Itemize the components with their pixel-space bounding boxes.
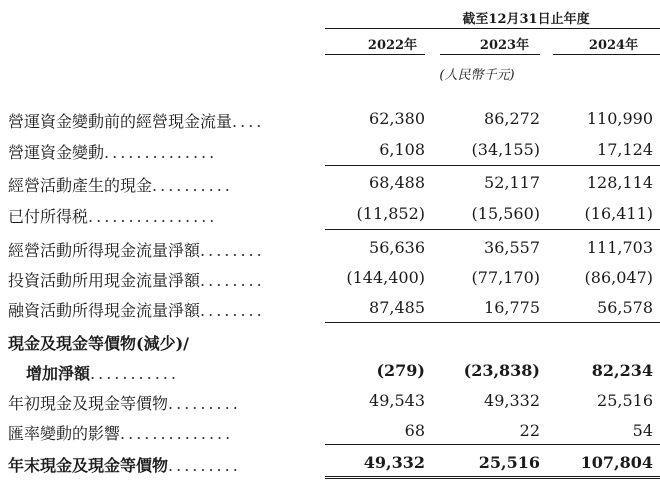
value-2024: 54: [632, 421, 653, 440]
value-2023: 25,516: [478, 453, 540, 472]
value-2022: 62,380: [369, 109, 425, 128]
period-heading: 截至12月31日止年度: [462, 12, 590, 27]
value-2022: 68,488: [369, 173, 425, 192]
row-label-wc-changes: 營運資金變動..............: [8, 143, 218, 162]
value-2023: (15,560): [471, 204, 540, 223]
total-top-rule: [325, 444, 660, 445]
value-2024: 111,703: [586, 238, 653, 257]
row-label-closing-cash: 年末現金及現金等價物.........: [8, 456, 241, 475]
value-2022: 6,108: [379, 140, 425, 159]
value-2023: 36,557: [484, 238, 540, 257]
row-label-cash-generated: 經營活動產生的現金..........: [8, 176, 233, 195]
row-label-income-tax-paid: 已付所得税................: [8, 207, 218, 226]
value-2023: 22: [519, 421, 540, 440]
value-2024: (16,411): [584, 204, 653, 223]
value-2024: 107,804: [580, 453, 653, 472]
value-2024: 25,516: [597, 391, 653, 410]
currency-unit: (人民幣千元): [439, 68, 515, 83]
value-2024: (86,047): [584, 268, 653, 287]
value-2024: 128,114: [586, 173, 653, 192]
value-2022: 49,543: [369, 391, 425, 410]
value-2022: (144,400): [346, 268, 425, 287]
row-label-net-investing-cf: 投資活動所用現金流量淨額........: [8, 271, 265, 290]
year-2022-header: 2022年: [367, 38, 418, 53]
period-underline: [325, 28, 660, 29]
value-2023: 49,332: [484, 391, 540, 410]
total-double-rule: [325, 476, 660, 479]
year-2022-underline: [325, 54, 425, 55]
value-2022: 56,636: [369, 238, 425, 257]
value-2023: (34,155): [471, 140, 540, 159]
value-2023: (23,838): [463, 361, 540, 380]
value-2022: 68: [404, 421, 425, 440]
value-2023: (77,170): [471, 268, 540, 287]
value-2023: 86,272: [484, 109, 540, 128]
row-label-net-change-line2: 增加淨額...........: [26, 364, 179, 383]
year-2024-underline: [553, 54, 660, 55]
row-label-fx-effect: 匯率變動的影響..............: [8, 424, 234, 443]
row-label-net-operating-cf: 經營活動所得現金流量淨額........: [8, 241, 265, 260]
subtotal-rule: [325, 165, 660, 166]
value-2024: 110,990: [586, 109, 653, 128]
value-2022: (279): [376, 361, 425, 380]
value-2022: (11,852): [356, 204, 425, 223]
subtotal-rule: [325, 322, 660, 323]
year-2023-header: 2023年: [479, 38, 530, 53]
row-label-net-change-line1: 現金及現金等價物(減少)/: [8, 334, 189, 353]
value-2023: 52,117: [484, 173, 540, 192]
value-2024: 56,578: [597, 298, 653, 317]
value-2024: 17,124: [597, 140, 653, 159]
value-2024: 82,234: [591, 361, 653, 380]
value-2022: 49,332: [363, 453, 425, 472]
row-label-opening-cash: 年初現金及現金等價物.........: [8, 394, 241, 413]
row-label-op-cash-before-wc: 營運資金變動前的經營現金流量....: [8, 112, 265, 131]
value-2023: 16,775: [484, 298, 540, 317]
year-2024-header: 2024年: [588, 38, 639, 53]
year-2023-underline: [440, 54, 540, 55]
subtotal-rule: [325, 229, 660, 230]
value-2022: 87,485: [369, 298, 425, 317]
row-label-net-financing-cf: 融資活動所得現金流量淨額........: [8, 301, 265, 320]
